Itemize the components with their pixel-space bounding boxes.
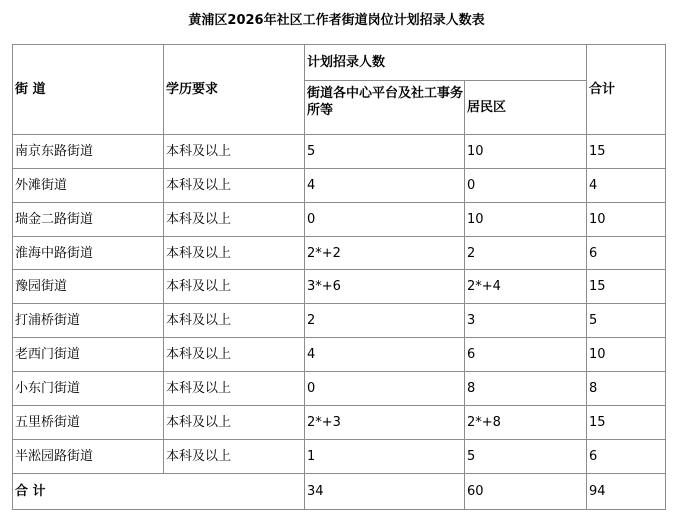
cell-total: 6 [587,440,666,474]
cell-center: 4 [305,338,465,372]
cell-education: 本科及以上 [164,203,305,237]
cell-total: 15 [587,270,666,304]
cell-center: 2 [305,304,465,338]
header-residential: 居民区 [465,81,587,135]
table-row [13,440,666,474]
cell-residential: 0 [465,169,587,203]
summary-residential: 60 [465,474,587,510]
cell-education: 本科及以上 [164,169,305,203]
cell-education: 本科及以上 [164,304,305,338]
summary-total: 94 [587,474,666,510]
cell-center: 5 [305,135,465,169]
cell-street: 五里桥街道 [13,406,164,440]
cell-center: 2*+2 [305,237,465,270]
summary-row [13,474,666,510]
cell-street: 小东门街道 [13,372,164,406]
cell-education: 本科及以上 [164,270,305,304]
recruitment-table [12,44,666,510]
cell-residential: 2*+8 [465,406,587,440]
cell-center: 3*+6 [305,270,465,304]
cell-education: 本科及以上 [164,237,305,270]
table-row [13,135,666,169]
table-row [13,270,666,304]
cell-education: 本科及以上 [164,406,305,440]
cell-street: 淮海中路街道 [13,237,164,270]
cell-center: 2*+3 [305,406,465,440]
cell-education: 本科及以上 [164,135,305,169]
cell-street: 瑞金二路街道 [13,203,164,237]
summary-label: 合 计 [13,474,305,510]
cell-street: 外滩街道 [13,169,164,203]
cell-center: 0 [305,372,465,406]
cell-total: 15 [587,135,666,169]
cell-residential: 3 [465,304,587,338]
cell-total: 10 [587,338,666,372]
cell-education: 本科及以上 [164,372,305,406]
cell-residential: 5 [465,440,587,474]
header-education: 学历要求 [164,45,305,135]
cell-center: 4 [305,169,465,203]
table-row [13,203,666,237]
cell-street: 豫园街道 [13,270,164,304]
cell-residential: 2*+4 [465,270,587,304]
cell-residential: 6 [465,338,587,372]
table-row [13,304,666,338]
cell-street: 半淞园路街道 [13,440,164,474]
header-total: 合计 [587,45,666,135]
table-row [13,237,666,270]
cell-residential: 10 [465,135,587,169]
header-row-1 [13,45,666,81]
table-row [13,372,666,406]
cell-total: 4 [587,169,666,203]
header-center: 街道各中心平台及社工事务所等 [305,81,465,135]
cell-total: 5 [587,304,666,338]
table-row [13,406,666,440]
table-title: 黄浦区2026年社区工作者街道岗位计划招录人数表 [188,13,485,28]
cell-center: 1 [305,440,465,474]
header-street: 街 道 [13,45,164,135]
table-row [13,169,666,203]
summary-center: 34 [305,474,465,510]
cell-street: 南京东路街道 [13,135,164,169]
cell-total: 6 [587,237,666,270]
cell-residential: 8 [465,372,587,406]
table-row [13,338,666,372]
cell-residential: 2 [465,237,587,270]
cell-education: 本科及以上 [164,338,305,372]
header-plan: 计划招录人数 [305,45,587,81]
cell-total: 10 [587,203,666,237]
cell-education: 本科及以上 [164,440,305,474]
cell-center: 0 [305,203,465,237]
cell-total: 15 [587,406,666,440]
cell-street: 老西门街道 [13,338,164,372]
cell-residential: 10 [465,203,587,237]
cell-street: 打浦桥街道 [13,304,164,338]
cell-total: 8 [587,372,666,406]
